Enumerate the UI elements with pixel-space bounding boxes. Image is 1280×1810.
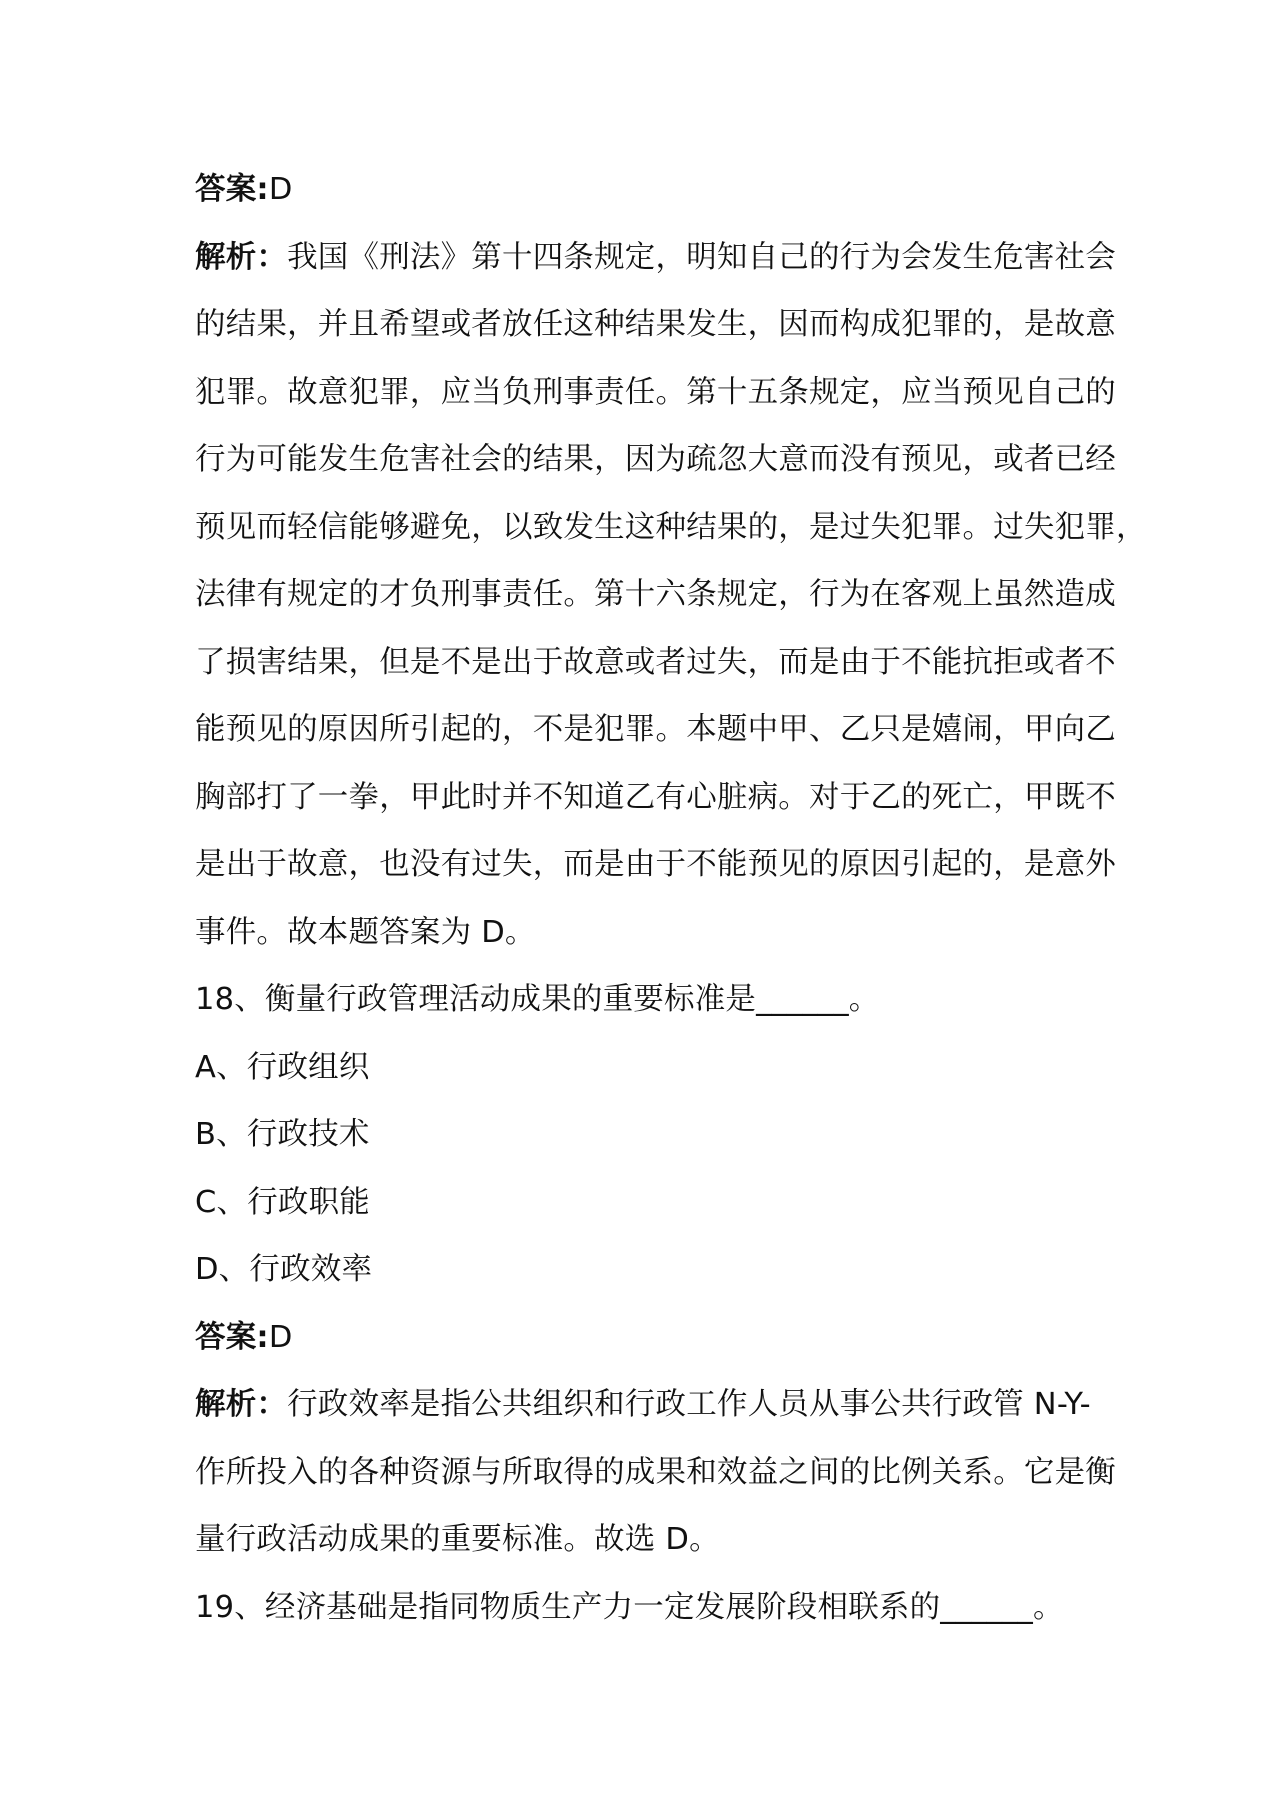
- q17-analysis-line: 的结果，并且希望或者放任这种结果发生，因而构成犯罪的，是故意: [195, 307, 1116, 342]
- answer-value: D: [268, 1319, 293, 1355]
- q17-analysis-line: 是出于故意，也没有过失，而是由于不能预见的原因引起的，是意外: [195, 847, 1116, 882]
- q18-analysis-line: [195, 1385, 1115, 1453]
- answer-value: D: [268, 172, 293, 207]
- q17-analysis-line: 能预见的原因所引起的，不是犯罪。本题中甲、乙只是嬉闹，甲向乙: [195, 712, 1116, 747]
- q18-option-d: D、行政效率: [195, 1252, 373, 1287]
- analysis-label: 解析：: [195, 239, 288, 275]
- q17-analysis-line: 犯罪。故意犯罪，应当负刑事责任。第十五条规定，应当预见自己的: [195, 374, 1116, 410]
- q17-analysis-line: 预见而轻信能够避免，以致发生这种结果的，是过失犯罪。过失犯罪，: [195, 509, 1147, 545]
- q18-analysis-line: 量行政活动成果的重要标准。故选 D。: [195, 1522, 720, 1557]
- answer-label: 答案:: [195, 1319, 269, 1355]
- analysis-label: 解析：: [195, 1387, 288, 1422]
- q18-option-c: C、行政职能: [195, 1184, 370, 1220]
- q17-analysis-line: 法律有规定的才负刑事责任。第十六条规定，行为在客观上虽然造成: [195, 577, 1116, 612]
- q18-option-b: B、行政技术: [195, 1117, 370, 1152]
- analysis-text: 我国《刑法》第十四条规定，明知自己的行为会发生危害社会: [287, 239, 1117, 275]
- q17-analysis-line: 行为可能发生危害社会的结果，因为疏忽大意而没有预见，或者已经: [195, 442, 1116, 477]
- q19-question: 19、经济基础是指同物质生产力一定发展阶段相联系的______。: [195, 1589, 1064, 1625]
- analysis-text: 行政效率是指公共组织和行政工作人员从事公共行政管 N-Y-: [287, 1387, 1091, 1422]
- q18-question: 18、衡量行政管理活动成果的重要标准是______。: [195, 982, 880, 1017]
- document-page: [195, 170, 1147, 1655]
- q18-option-a: A、行政组织: [195, 1049, 370, 1085]
- q18-answer: [195, 1318, 1115, 1386]
- q17-analysis-line: 事件。故本题答案为 D。: [195, 914, 536, 950]
- q18-analysis-line: 作所投入的各种资源与所取得的成果和效益之间的比例关系。它是衡: [195, 1454, 1116, 1490]
- q17-answer: [195, 170, 1115, 238]
- answer-label: 答案:: [195, 172, 269, 207]
- q17-analysis-line: 了损害结果，但是不是出于故意或者过失，而是由于不能抗拒或者不: [195, 644, 1116, 680]
- q17-analysis-line: 胸部打了一拳，甲此时并不知道乙有心脏病。对于乙的死亡，甲既不: [195, 779, 1116, 815]
- q17-analysis-line: [195, 238, 1115, 306]
